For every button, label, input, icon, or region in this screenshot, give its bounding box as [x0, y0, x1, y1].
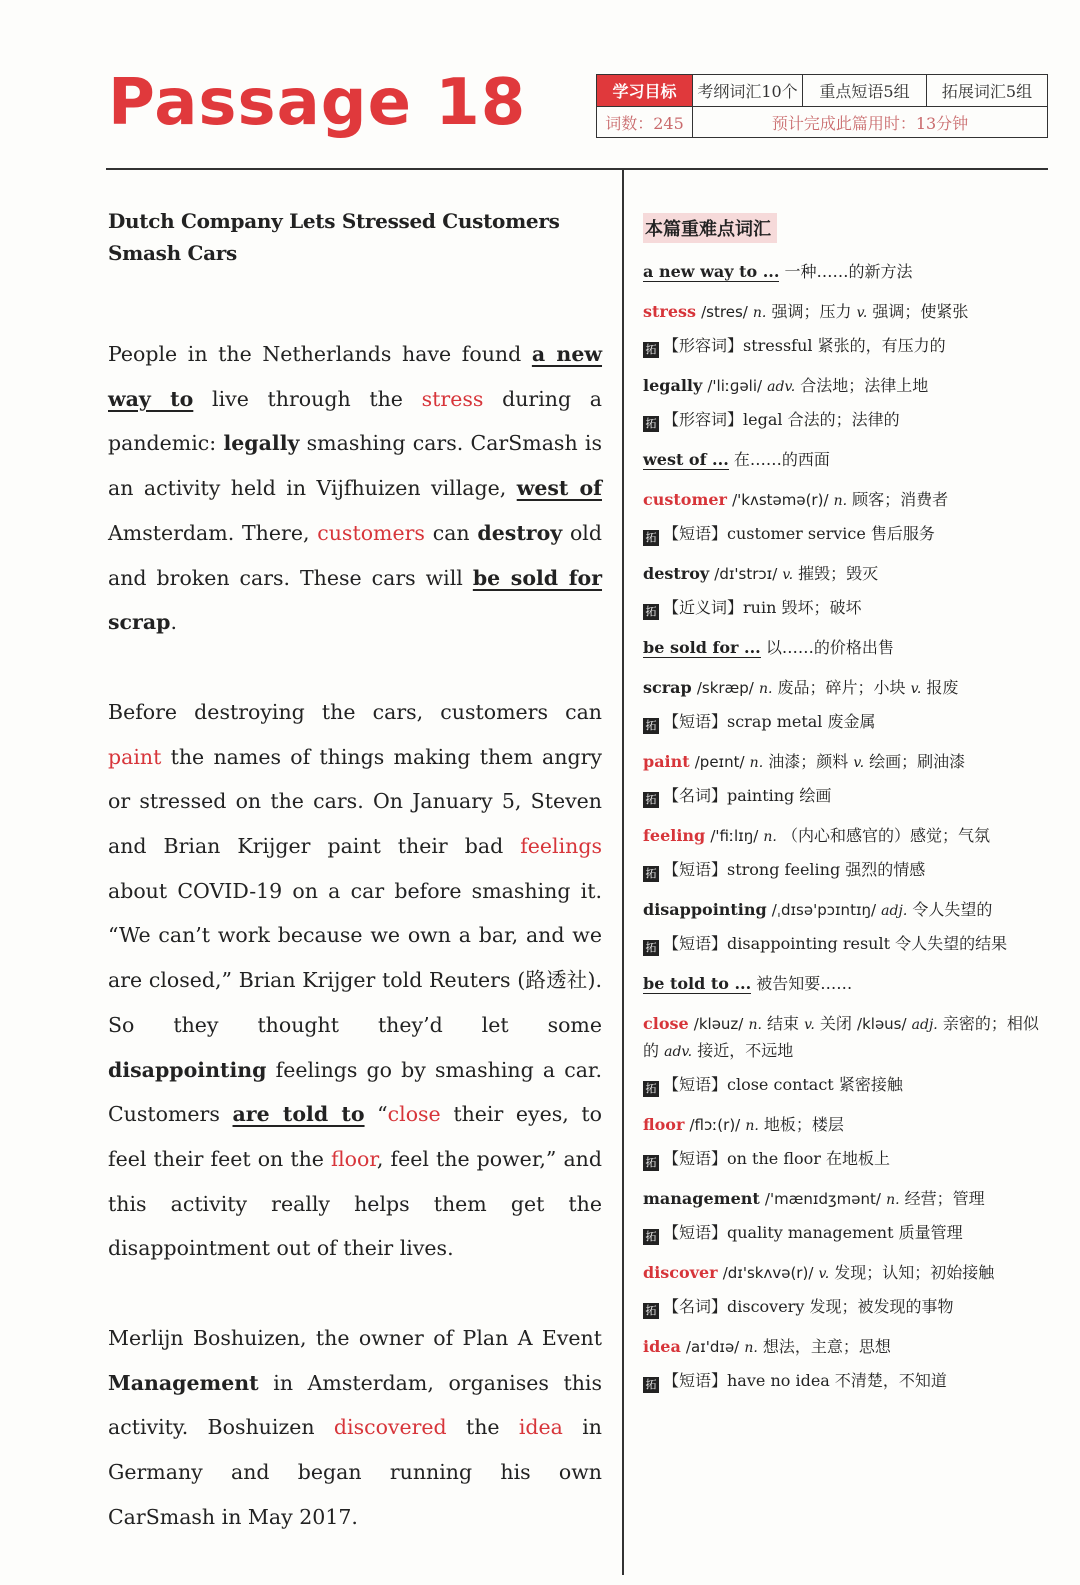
vocab-entry-scrap: scrap /skræp/ n. 废品；碎片；小块 v. 报废 拓 【短语】scrap metal 废金属: [643, 678, 959, 732]
vocab-entry-be-sold-for: be sold for ... 以……的价格出售: [643, 638, 894, 657]
extension-icon: 拓: [643, 1081, 659, 1097]
article-paragraph-2: Before destroying the cars, customers can paint the names of things making them angry or stressed on the cars. On January 5, Steven and Brian Krijger paint their bad feelings about COVID-19 on a car before smashing it. “We can’t work because we own a bar, and we are closed,” Brian Krijger told Reuters (路透社). So they thought they’d let some disappointing feelings go by smashing a car. Customers are told to “close their eyes, to feel their feet on the floor, feel the power,” and this activity really helps them get the disappointment out of their lives.: [108, 699, 602, 1261]
passage-title: Passage 18: [108, 66, 527, 140]
word-discovered: discovered: [333, 1415, 447, 1440]
vocab-entry-floor: floor /flɔː(r)/ n. 地板；楼层 拓 【短语】on the floor 在地板上: [643, 1115, 890, 1169]
word-idea: idea: [518, 1415, 563, 1440]
phrase-are-told-to: are told to: [232, 1102, 365, 1127]
vocab-entry-west-of: west of ... 在……的西面: [643, 450, 830, 469]
phrase-be-sold-for: be sold for: [472, 565, 603, 590]
word-floor: floor: [331, 1146, 377, 1171]
extension-icon: 拓: [643, 866, 659, 882]
study-goal-row: [597, 75, 1047, 106]
vocab-entry-management: management /'mænɪdʒmənt/ n. 经营；管理 拓 【短语】quality management 质量管理: [643, 1189, 985, 1243]
word-stress: stress: [421, 386, 484, 411]
vocab-entry-be-told-to: be told to ... 被告知要……: [643, 974, 853, 993]
word-close: close: [387, 1102, 441, 1127]
vocab-entry-feeling: feeling /'fiːlɪŋ/ n. （内心和感官的）感觉；气氛 拓 【短语】strong feeling 强烈的情感: [643, 826, 990, 880]
extension-icon: 拓: [643, 1303, 659, 1319]
study-meta-row: [597, 106, 1047, 138]
vocab-header: 本篇重难点词汇: [643, 213, 777, 243]
extension-icon: 拓: [643, 1377, 659, 1393]
word-destroy: destroy: [477, 520, 563, 545]
word-feelings: feelings: [520, 834, 602, 859]
article-paragraph-1: People in the Netherlands have found a new way to live through the stress during a pandemic: legally smashing cars. CarSmash is an activity held in Vijfhuizen village, west of Amsterdam. There, customers can destroy old and broken cars. These cars will be sold for scrap.: [108, 342, 603, 635]
word-count: 词数：245: [597, 107, 693, 138]
vocab-entry-discover: discover /dɪ'skʌvə(r)/ v. 发现；认知；初始接触 拓 【名词】discovery 发现；被发现的事物: [643, 1263, 995, 1317]
vocab-entry-destroy: destroy /dɪ'strɔɪ/ v. 摧毁；毁灭 拓 【近义词】ruin 毁坏；破坏: [643, 564, 879, 618]
word-legally: legally: [223, 431, 300, 456]
vocab-entry-customer: customer /'kʌstəmə(r)/ n. 顾客；消费者 拓 【短语】customer service 售后服务: [643, 490, 949, 544]
vocab-entry-stress: stress /stres/ n. 强调；压力 v. 强调；使紧张 拓 【形容词】stressful 紧张的，有压力的: [643, 302, 969, 356]
word-disappointing: disappointing: [108, 1057, 267, 1082]
vocab-entry-legally: legally /'liːɡəli/ adv. 合法地；法律上地 拓 【形容词】legal 合法的；法律的: [643, 376, 929, 430]
vocab-entry-close: close /kləuz/ n. 结束 v. 关闭 /kləus/ adj. 亲密的；相似的 adv. 接近，不远地 拓 【短语】close contact 紧密接触: [643, 1014, 1039, 1095]
extension-icon: 拓: [643, 416, 659, 432]
word-paint: paint: [108, 744, 162, 769]
extension-icon: 拓: [643, 940, 659, 956]
article-title: Dutch Company Lets Stressed Customers Smash Cars: [108, 209, 560, 265]
top-divider: [106, 168, 1048, 170]
word-scrap: scrap: [108, 610, 171, 635]
extension-icon: 拓: [643, 792, 659, 808]
study-goal-box: [596, 74, 1048, 138]
extension-icon: 拓: [643, 1229, 659, 1245]
study-goal-badge: 学习目标: [597, 75, 693, 106]
vocab-entry-disappointing: disappointing /ˌdɪsə'pɔɪntɪŋ/ adj. 令人失望的 拓 【短语】disappointing result 令人失望的结果: [643, 900, 1008, 954]
time-estimate: 预计完成此篇用时：13分钟: [771, 114, 969, 133]
phrase-west-of: west of: [516, 476, 602, 501]
vocab-entry-idea: idea /aɪ'dɪə/ n. 想法，主意；思想 拓 【短语】have no idea 不清楚，不知道: [643, 1337, 947, 1391]
extension-icon: 拓: [643, 342, 659, 358]
extension-icon: 拓: [643, 530, 659, 546]
article-column: [108, 205, 602, 1585]
word-customers: customers: [317, 520, 425, 545]
extension-icon: 拓: [643, 1155, 659, 1171]
phrase-a-new-way-to: a new way to: [108, 342, 603, 411]
goal-phrase-count: 重点短语5组: [803, 75, 927, 106]
article-paragraph-3: Merlijn Boshuizen, the owner of Plan A Event Management in Amsterdam, organises this activity. Boshuizen discovered the idea in Germany and began running his own CarSmash in May 2017.: [108, 1326, 602, 1529]
extension-icon: 拓: [643, 718, 659, 734]
vocab-entry-a-new-way-to: a new way to ... 一种……的新方法: [643, 262, 913, 281]
goal-ext-count: 拓展词汇5组: [941, 82, 1033, 101]
goal-vocab-count: 考纲词汇10个: [693, 75, 803, 106]
vocab-column: [643, 213, 1048, 1408]
extension-icon: 拓: [643, 604, 659, 620]
word-management: Management: [108, 1370, 259, 1395]
vocab-entry-paint: paint /peɪnt/ n. 油漆；颜料 v. 绘画；刷油漆 拓 【名词】painting 绘画: [643, 752, 966, 806]
column-divider: [622, 170, 624, 1575]
